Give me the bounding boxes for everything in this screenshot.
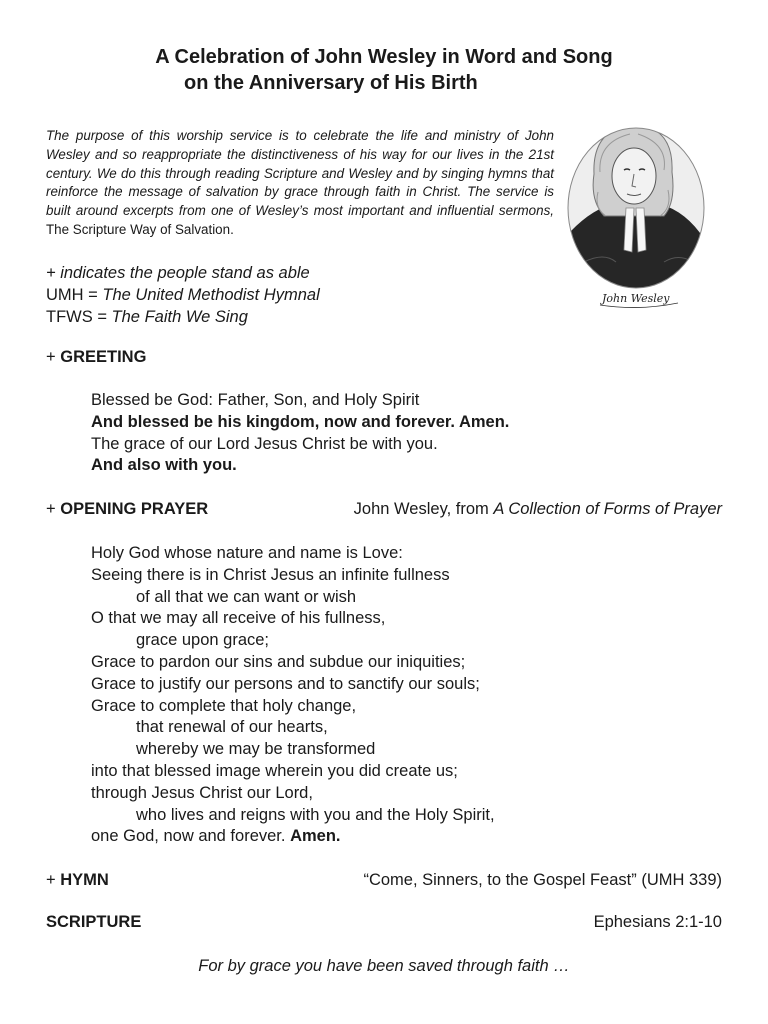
legend-tfws bbox=[46, 306, 320, 328]
prayer-closing: one God, now and forever. bbox=[91, 827, 291, 846]
prayer-line: Seeing there is in Christ Jesus an infinite fullness bbox=[91, 565, 450, 584]
prayer-line: Grace to pardon our sins and subdue our iniquities; bbox=[91, 652, 466, 671]
prayer-source bbox=[354, 498, 722, 520]
prayer-source-prefix: John Wesley, from bbox=[353, 500, 494, 518]
greeting-heading bbox=[46, 346, 722, 368]
opening-prayer-text bbox=[91, 543, 495, 848]
prayer-source-title: A Collection of Forms of Prayer bbox=[493, 500, 722, 518]
prayer-line: into that blessed image wherein you did create us; bbox=[91, 761, 458, 780]
hymn-heading bbox=[46, 869, 722, 891]
legend-tfws-abbr: TFWS = bbox=[46, 308, 112, 326]
legend-umh-abbr: UMH = bbox=[46, 286, 103, 304]
stand-marker: + bbox=[46, 348, 61, 366]
legend-umh bbox=[46, 284, 320, 306]
scripture-heading bbox=[46, 911, 722, 933]
prayer-amen: Amen. bbox=[290, 827, 341, 846]
greeting-label: GREETING bbox=[60, 348, 147, 366]
sermon-title: The Scripture Way of Salvation. bbox=[46, 221, 234, 237]
prayer-line: O that we may all receive of his fullness, bbox=[91, 609, 386, 628]
wesley-signature: John Wesley bbox=[602, 292, 670, 305]
greeting-text bbox=[91, 390, 509, 477]
legend bbox=[46, 262, 320, 328]
scripture-quote: For by grace you have been saved through faith … bbox=[198, 957, 570, 975]
greeting-response: And also with you. bbox=[91, 456, 237, 475]
greeting-line: Blessed be God: Father, Son, and Holy Spirit bbox=[91, 391, 420, 409]
legend-stand: + indicates the people stand as able bbox=[46, 264, 310, 282]
prayer-line: Grace to complete that holy change, bbox=[91, 696, 357, 715]
greeting-line: The grace of our Lord Jesus Christ be with you. bbox=[91, 434, 438, 453]
stand-marker: + bbox=[46, 500, 61, 518]
opening-prayer-heading bbox=[46, 498, 722, 520]
greeting-response: And blessed be his kingdom, now and forever. Amen. bbox=[91, 412, 510, 431]
hymn-label: HYMN bbox=[60, 871, 109, 889]
page-title bbox=[0, 44, 768, 96]
wesley-portrait bbox=[564, 112, 712, 317]
prayer-line: of all that we can want or wish bbox=[136, 587, 357, 606]
legend-umh-name: The United Methodist Hymnal bbox=[102, 286, 320, 304]
title-line-1: A Celebration of John Wesley in Word and Song bbox=[155, 46, 613, 68]
opening-prayer-label: OPENING PRAYER bbox=[60, 500, 209, 518]
scripture-label: SCRIPTURE bbox=[46, 913, 142, 931]
intro-text: The purpose of this worship service is to celebrate the life and ministry of John Wesley and so reappropriate the distinctiveness of his way for our lives in the 21st century. We do this through reading Scripture and Wesley and by singing hymns that reinforce the message of salvation by grace through faith in Christ. The service is built around excerpts from one of Wesley’s most important and influential sermons, bbox=[46, 128, 554, 219]
prayer-line: Holy God whose nature and name is Love: bbox=[91, 544, 403, 562]
hymn-detail: “Come, Sinners, to the Gospel Feast” (UMH 339) bbox=[363, 871, 722, 889]
prayer-line: through Jesus Christ our Lord, bbox=[91, 783, 313, 802]
legend-tfws-name: The Faith We Sing bbox=[111, 308, 248, 326]
prayer-line bbox=[91, 826, 495, 848]
prayer-line: grace upon grace; bbox=[136, 631, 270, 650]
stand-marker: + bbox=[46, 871, 61, 889]
prayer-line: whereby we may be transformed bbox=[136, 740, 376, 759]
intro-paragraph bbox=[46, 127, 554, 240]
prayer-line: who lives and reigns with you and the Holy Spirit, bbox=[136, 805, 495, 824]
title-line-2: on the Anniversary of His Birth bbox=[184, 72, 478, 94]
prayer-line: that renewal of our hearts, bbox=[136, 718, 328, 737]
scripture-reference: Ephesians 2:1-10 bbox=[593, 913, 722, 931]
prayer-line: Grace to justify our persons and to sanctify our souls; bbox=[91, 674, 480, 693]
